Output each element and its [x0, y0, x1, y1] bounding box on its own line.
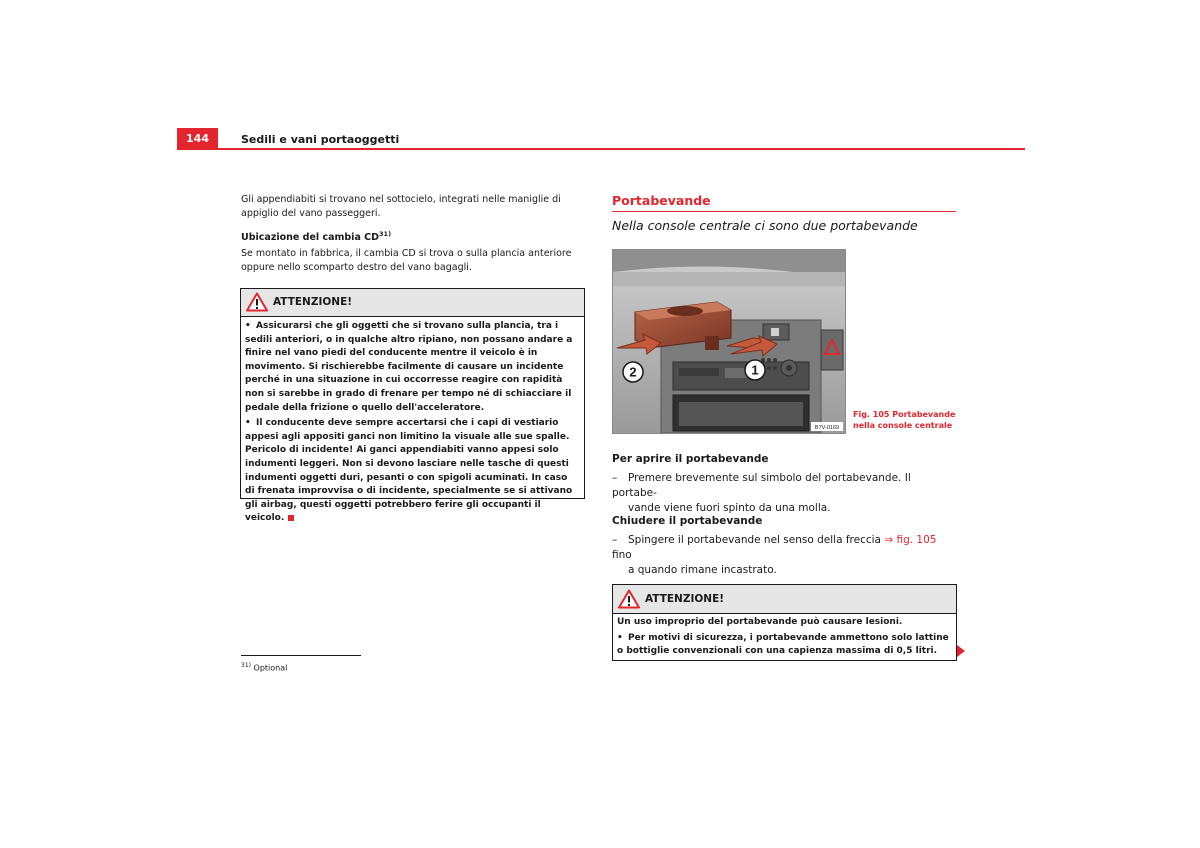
bullet-icon: •	[245, 418, 251, 429]
close-step-text: Spingere il portabevande nel senso della freccia	[628, 534, 885, 546]
warning-bullet-text: Per motivi di sicurezza, i portabevande ammettono solo lattine o bottiglie convenzionali con una capienza massima di 0,5 litri.	[617, 632, 949, 657]
footnote-number: 31)	[241, 662, 251, 669]
warning-bullet	[245, 417, 579, 526]
section-title: Portabevande	[612, 193, 711, 208]
open-step-text: Premere brevemente sul simbolo del portabevande. Il portabe-	[612, 472, 911, 499]
close-heading: Chiudere il portabevande	[612, 515, 763, 527]
warning-bullet	[245, 320, 579, 415]
open-step	[612, 471, 958, 516]
warning-header	[241, 289, 584, 317]
close-step-text-cont: a quando rimane incastrato.	[628, 564, 777, 576]
footnote-text: Optional	[253, 663, 288, 673]
figure-caption-line: Fig. 105 Portabevande	[853, 410, 956, 419]
open-heading: Per aprire il portabevande	[612, 453, 769, 465]
warning-body	[241, 317, 584, 526]
section-end-icon	[288, 515, 294, 521]
section-subtitle: Nella console centrale ci sono due portabevande	[612, 218, 918, 233]
dash: –	[612, 534, 618, 546]
figure-link[interactable]: ⇒ fig. 105	[884, 534, 937, 546]
chapter-title: Sedili e vani portaoggetti	[241, 133, 400, 146]
cd-changer-heading	[241, 230, 585, 243]
close-step-suffix: fino	[612, 549, 632, 561]
warning-line: Un uso improprio del portabevande può causare lesioni.	[617, 617, 903, 627]
warning-body	[613, 614, 956, 659]
intro-paragraph: Gli appendiabiti si trovano nel sottocielo, integrati nelle maniglie di appiglio del vano passeggeri.	[241, 194, 561, 219]
footnote	[241, 662, 287, 673]
warning-bullet-text: Il conducente deve sempre accertarsi che i capi di vestiario appesi agli appositi ganci non limitino la visuale alle sue spalle. Pericolo di incidente! Ai ganci appendiabiti vanno appesi solo indumenti leggeri. Non si devono lasciare nelle tasche di questi indumenti oggetti duri, pesanti o con spigoli acuminati. In caso di frenata improvvisa o di incidente, specialmente se si attivano gli airbag, questi oggetti potrebbero ferire gli occupanti il veicolo.	[245, 418, 573, 524]
warning-box-hooks	[240, 288, 585, 524]
cd-changer-heading-text: Ubicazione del cambia CD	[241, 232, 380, 244]
warning-bullet-text: Assicurarsi che gli oggetti che si trovano sulla plancia, tra i sedili anteriori, o in qualche altro ripiano, non possano andare a finire nel vano piedi del conducente mentre il veicolo è in movimento. Si rischierebbe facilmente di causare un incidente perché in una situazione in cui occorresse reagire con rapidità non si sarebbe in grado di frenare per tempo né di schiacciare il pedale della frizione o quello dell'acceleratore.	[245, 321, 573, 413]
callout-2-label: 2	[629, 364, 637, 380]
page-number: 144	[177, 128, 218, 150]
figure-code: B7V-0169	[814, 425, 840, 431]
warning-triangle-icon	[618, 589, 640, 609]
warning-title: ATTENZIONE!	[273, 296, 353, 308]
warning-triangle-icon	[246, 292, 268, 312]
dash: –	[612, 472, 618, 484]
warning-title: ATTENZIONE!	[645, 593, 725, 605]
figure-caption	[853, 409, 955, 431]
bullet-icon: •	[245, 321, 251, 331]
header-rule	[177, 148, 1025, 150]
cupholder-illustration	[613, 250, 845, 433]
close-step	[612, 533, 958, 578]
warning-bullet	[617, 632, 951, 659]
footnote-rule	[241, 655, 361, 656]
callout-1-label: 1	[751, 362, 759, 378]
cd-changer-paragraph: Se montato in fabbrica, il cambia CD si trova o sulla plancia anteriore oppure nello scomparto destro del vano bagagli.	[241, 248, 572, 273]
section-rule	[612, 211, 956, 212]
continue-arrow-icon[interactable]	[957, 645, 965, 657]
bullet-icon: •	[617, 632, 623, 643]
footnote-reference[interactable]: 31)	[379, 230, 392, 238]
figure-cupholder	[612, 249, 846, 434]
figure-caption-line: nella console centrale	[853, 421, 953, 430]
warning-box-cupholder	[612, 584, 957, 661]
open-step-text-cont: vande viene fuori spinto da una molla.	[628, 502, 831, 514]
warning-header	[613, 585, 956, 614]
